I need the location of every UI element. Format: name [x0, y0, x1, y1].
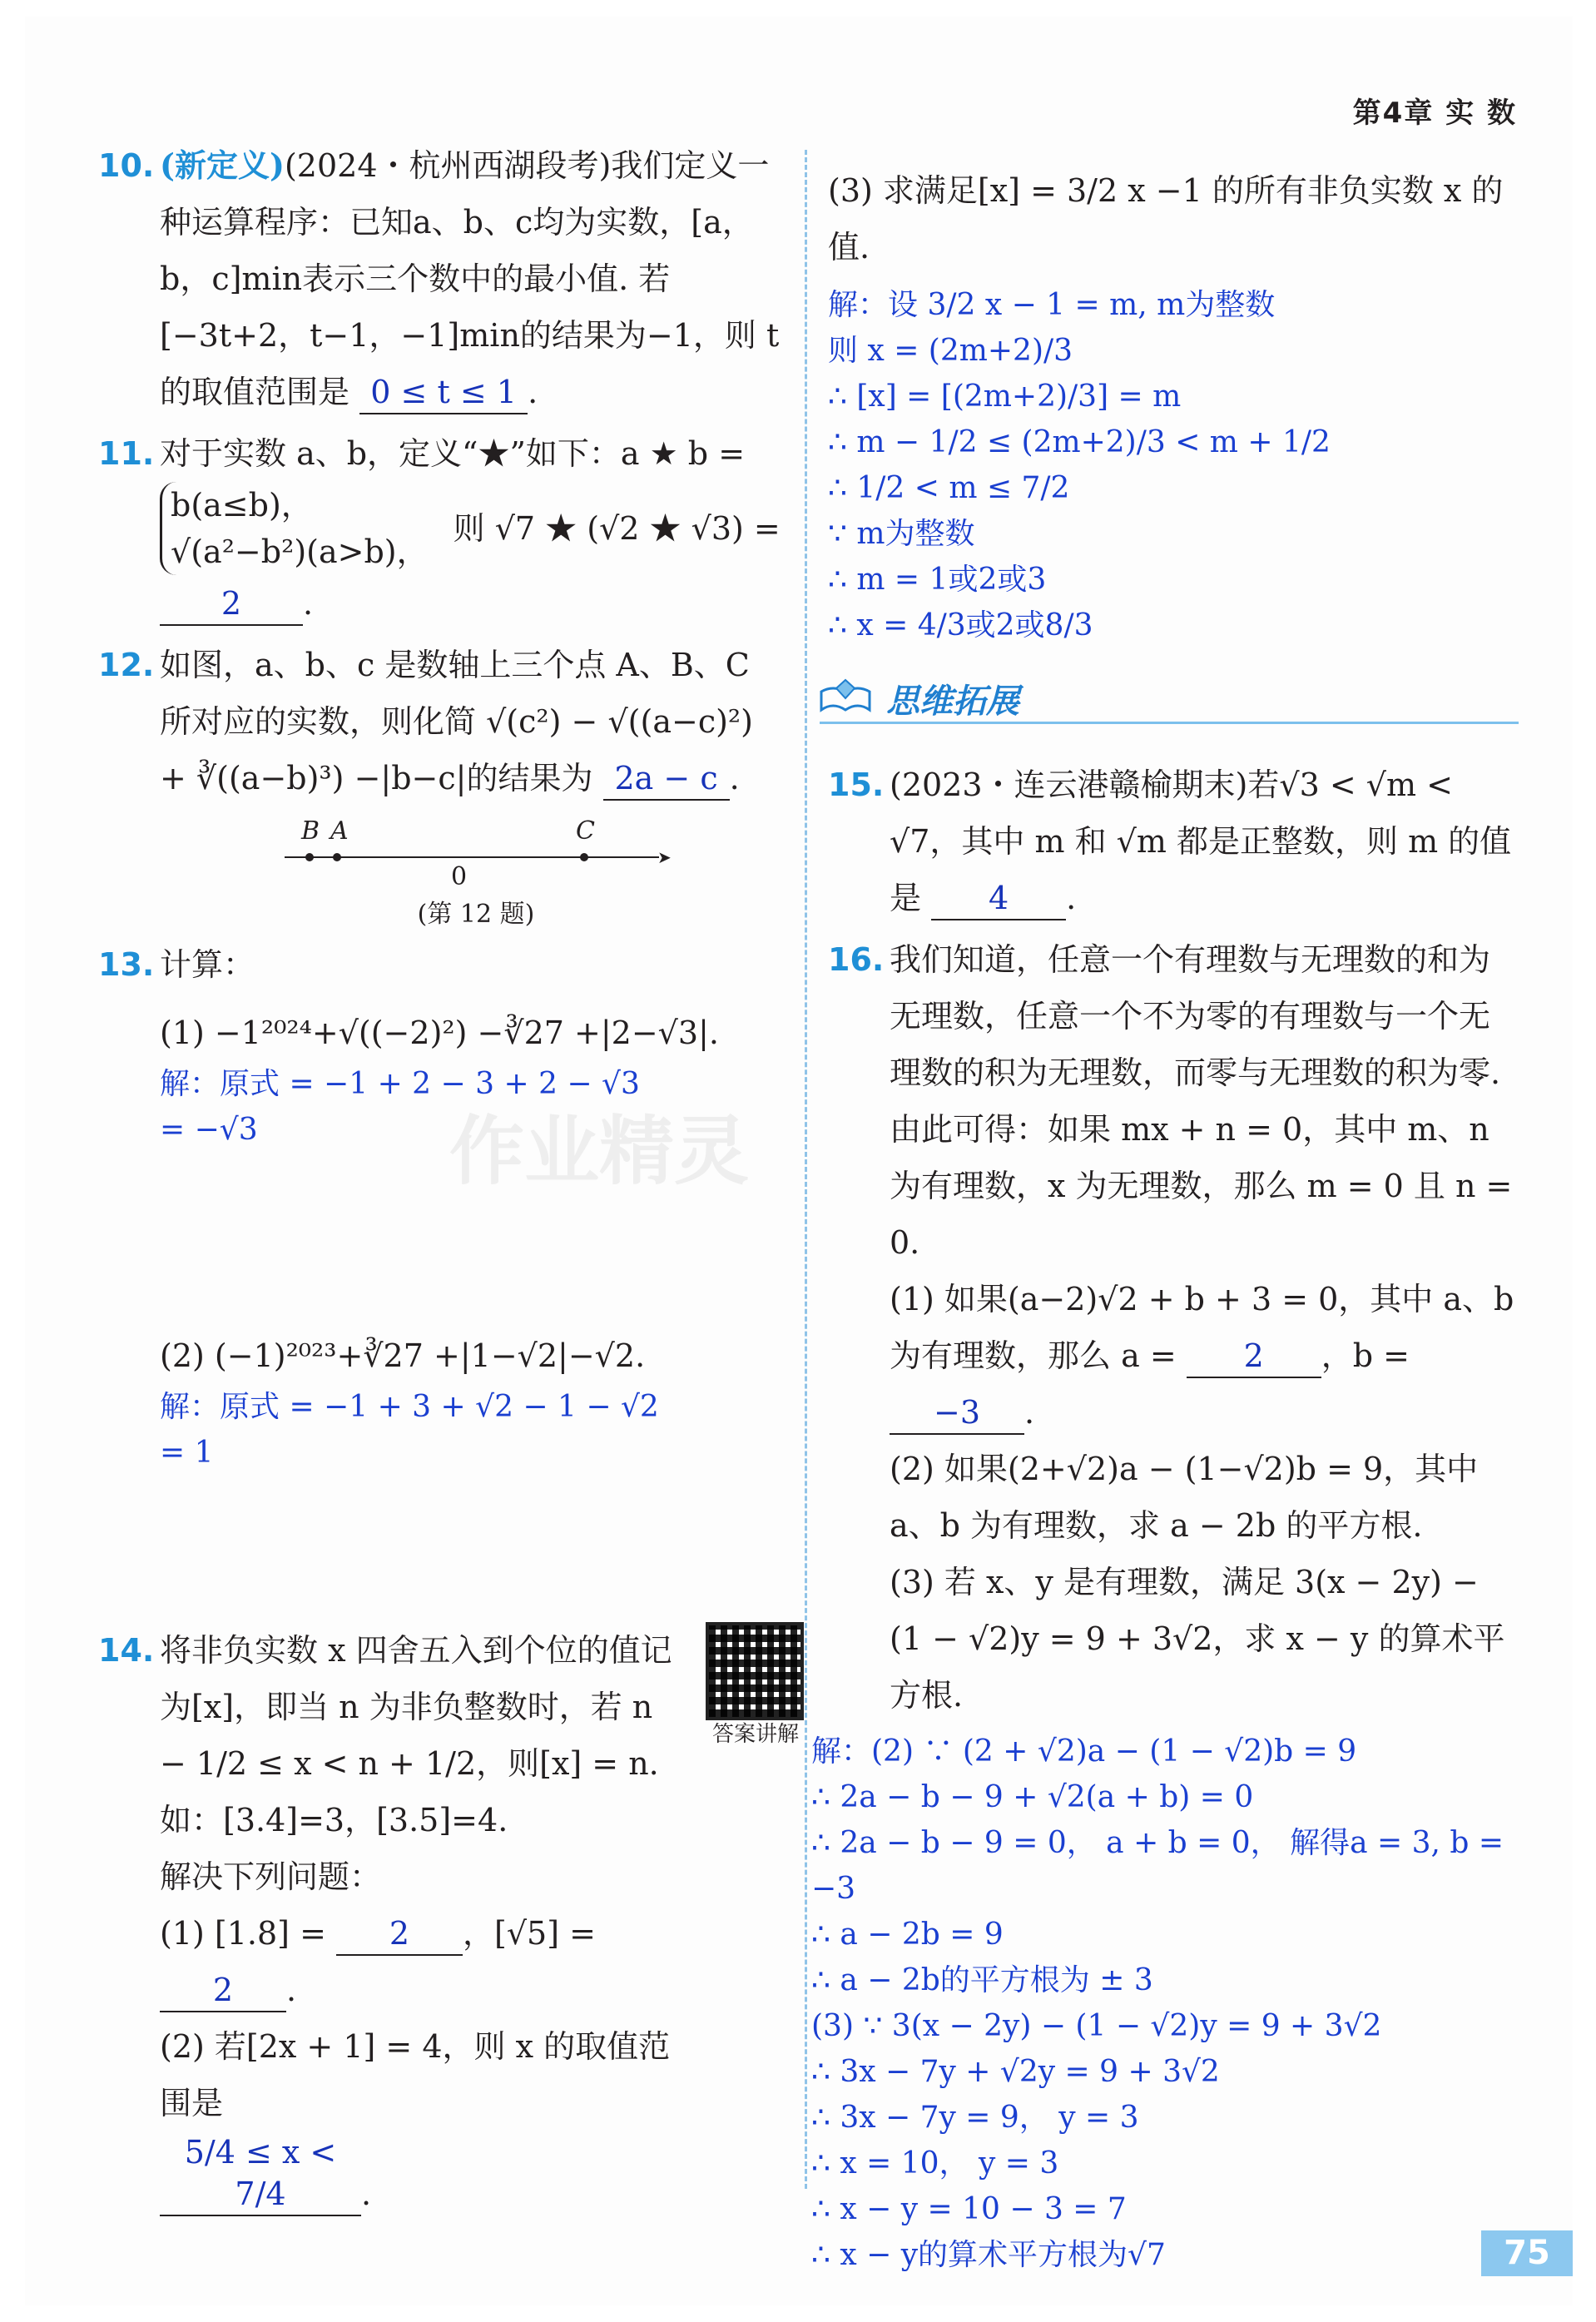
arrow-right-icon: ➤: [657, 847, 672, 867]
chapter-header: 第4章 实 数: [1352, 97, 1517, 130]
part-1: (1) −1²⁰²⁴+√((−2)²) −∛27 +|2−√3|.: [160, 1015, 719, 1051]
part-1-text-b: ，[√5] =: [463, 1915, 596, 1952]
solution-line: ∴ [x] = [(2m+2)/3] = m: [828, 380, 1182, 414]
example: 如：[3.4]=3，[3.5]=4.: [160, 1802, 508, 1838]
qr-code[interactable]: [706, 1622, 805, 1749]
section-header: [820, 673, 1519, 740]
question-number: 15.: [828, 767, 885, 803]
solution-line: 解：设 3/2 x − 1 = m, m为整数: [828, 288, 1276, 322]
period: .: [729, 760, 740, 796]
qr-code-image[interactable]: [706, 1622, 804, 1720]
question-text: 对于实数 a、b，定义“★”如下：a ★ b =: [160, 435, 746, 472]
solution-line: ∴ m − 1/2 ≤ (2m+2)/3 < m + 1/2: [828, 425, 1331, 459]
book-diamond-icon: [820, 677, 871, 715]
question-number: 10.: [98, 147, 155, 184]
label-zero: 0: [451, 862, 468, 891]
answer-blank-3: 5/4 ≤ x < 7/4: [160, 2131, 361, 2216]
question-number: 14.: [98, 1632, 155, 1669]
left-column: [98, 137, 799, 2227]
question-15: [828, 757, 1519, 926]
question-text: (2024・杭州西湖段考)我们定义一种运算程序：已知a、b、c均为实数，[a，b，c]min表示三个数中的最小值. 若[−3t+2，t−1，−1]min的结果为−1，则 t 的取值范围是: [160, 147, 780, 410]
answer-blank: 0 ≤ t ≤ 1: [359, 371, 528, 414]
label-a: A: [330, 816, 349, 846]
solution-line: 则 x = (2m+2)/3: [828, 334, 1073, 368]
question-16: [828, 931, 1519, 1724]
solution-line: ∵ m为整数: [828, 517, 975, 551]
new-definition-tag: (新定义): [160, 146, 285, 184]
solution-line: ∴ 1/2 < m ≤ 7/2: [828, 471, 1070, 505]
question-text: 将非负实数 x 四舍五入到个位的值记为[x]，即当 n 为非负整数时，若 n − 1/2 ≤ x < n + 1/2，则[x] = n.: [160, 1632, 672, 1782]
question-14: 14. 答案讲解 将非负实数 x 四舍五入到个位的值记为[x]，即当 n 为非负整数时，若 n − 1/2 ≤ x < n + 1/2，则[x] = n. 如：[3.4]=3，[3.5]=4. 解决下列问题： (1) [1.8] = 2 ，[√5] = 2 . (2) 若[2x + 1] = 4，则 x 的取值范围是 5/4 ≤ x < 7/4 .: [98, 1622, 781, 2222]
right-column: [811, 162, 1519, 2278]
solution-2-line-2: = 1: [160, 1436, 214, 1470]
part-1-text-b: ，b =: [1321, 1337, 1410, 1374]
part-1: (1) 如果(a−2)√2 + b + 3 = 0，其中 a、b 为有理数，那么 a = 2 ，b = −3 .: [890, 1271, 1519, 1441]
part-3: (3) 若 x、y 是有理数，满足 3(x − 2y) − (1 − √2)y = 9 + 3√2，求 x − y 的算术平方根.: [890, 1564, 1505, 1714]
solution-line: ∴ 3x − 7y + √2y = 9 + 3√2: [811, 2055, 1220, 2089]
part-2: (2) (−1)²⁰²³+∛27 +|1−√2|−√2.: [160, 1337, 646, 1374]
solution-line: ∴ m = 1或2或3: [828, 563, 1047, 597]
question-number: 13.: [98, 946, 155, 983]
solution-14: [828, 282, 1519, 648]
question-14-part-3: (3) 求满足[x] = 3/2 x −1 的所有非负实数 x 的值.: [828, 172, 1504, 265]
part-1: (1) [1.8] = 2 ，[√5] = 2 .: [160, 1905, 672, 2018]
solution-1-line-2: = −√3: [160, 1113, 258, 1147]
section-title: 思维拓展: [886, 682, 1019, 721]
solution-line: ∴ 2a − b − 9 = 0， a + b = 0， 解得a = 3, b = −3: [811, 1826, 1504, 1906]
solution-line: ∴ a − 2b的平方根为 ± 3: [811, 1963, 1153, 1997]
solution-line: ∴ x = 10， y = 3: [811, 2146, 1059, 2181]
question-13: [98, 936, 781, 1617]
case-1: b(a≤b)，: [171, 487, 313, 523]
figure-caption: (第 12 题): [417, 900, 535, 929]
question-text: (2023・连云港赣榆期末)若√3 < √m < √7，其中 m 和 √m 都是正整数，则 m 的值是: [890, 767, 1512, 916]
expression: 则 √7 ★ (√2 ★ √3) =: [453, 510, 781, 547]
case-2: √(a²−b²)(a>b)，: [171, 533, 429, 570]
page-number: 75: [1481, 2230, 1573, 2276]
question-10: [98, 137, 781, 420]
point-c: [580, 853, 588, 861]
answer-blank-a: 2: [1187, 1335, 1321, 1378]
solution-16: [811, 1729, 1519, 2278]
part-1-text: (1) 如果(a−2)√2 + b + 3 = 0，其中 a、b 为有理数，那么 a =: [890, 1281, 1514, 1374]
answer-blank: 4: [931, 877, 1066, 920]
period: .: [528, 374, 538, 410]
answer-blank-2: 2: [160, 1969, 286, 2012]
question-number: 12.: [98, 647, 155, 683]
question-text: 如图，a、b、c 是数轴上三个点 A、B、C 所对应的实数，则化简 √(c²) − √((a−c)²) + ∛((a−b)³) −|b−c|的结果为: [160, 647, 753, 796]
solution-line: 解：(2) ∵ (2 + √2)a − (1 − √2)b = 9: [811, 1734, 1357, 1769]
label-c: C: [576, 816, 595, 846]
question-number: 16.: [828, 941, 885, 978]
solution-line: ∴ x = 4/3或2或8/3: [828, 608, 1093, 643]
solution-line: ∴ x − y的算术平方根为√7: [811, 2238, 1166, 2272]
question-title: 计算：: [160, 946, 255, 983]
period: .: [1066, 880, 1077, 916]
qr-label: 答案讲解: [711, 1722, 799, 1747]
question-11: [98, 425, 781, 632]
task: 解决下列问题：: [160, 1858, 382, 1895]
solution-line: ∴ a − 2b = 9: [811, 1918, 1004, 1952]
answer-blank: 2: [160, 583, 303, 626]
point-b: [305, 853, 314, 861]
solution-1-line-1: 解：原式 = −1 + 2 − 3 + 2 − √3: [160, 1067, 640, 1101]
piecewise-definition: [160, 482, 781, 575]
question-number: 11.: [98, 435, 155, 472]
watermark: 作业精灵: [449, 1108, 749, 1195]
solution-line: ∴ x − y = 10 − 3 = 7: [811, 2192, 1127, 2226]
question-12: [98, 637, 781, 931]
part-1-text: (1) [1.8] =: [160, 1915, 326, 1952]
solution-line: (3) ∵ 3(x − 2y) − (1 − √2)y = 9 + 3√2: [811, 2009, 1382, 2043]
solution-line: ∴ 3x − 7y = 9， y = 3: [811, 2101, 1139, 2135]
period: .: [303, 585, 314, 622]
question-text: 我们知道，任意一个有理数与无理数的和为无理数，任意一个不为零的有理数与一个无理数的积为无理数，而零与无理数的积为零. 由此可得：如果 mx + n = 0，其中 m、n 为有理数，x 为无理数，那么 m = 0 且 n = 0.: [890, 941, 1513, 1261]
solution-line: ∴ 2a − b − 9 + √2(a + b) = 0: [811, 1780, 1254, 1814]
column-divider: [805, 150, 807, 2189]
section-underline: [820, 722, 1519, 724]
answer-blank-b: −3: [890, 1392, 1024, 1435]
point-a: [333, 853, 341, 861]
part-2: (2) 如果(2+√2)a − (1−√2)b = 9，其中 a、b 为有理数，求 a − 2b 的平方根.: [890, 1451, 1479, 1544]
answer-blank-1: 2: [336, 1913, 463, 1956]
part-2: (2) 若[2x + 1] = 4，则 x 的取值范围是: [160, 2028, 671, 2121]
label-b: B: [301, 816, 320, 846]
answer-blank: 2a − c: [603, 757, 730, 801]
solution-2-line-1: 解：原式 = −1 + 3 + √2 − 1 − √2: [160, 1390, 659, 1424]
number-line: [285, 815, 672, 898]
